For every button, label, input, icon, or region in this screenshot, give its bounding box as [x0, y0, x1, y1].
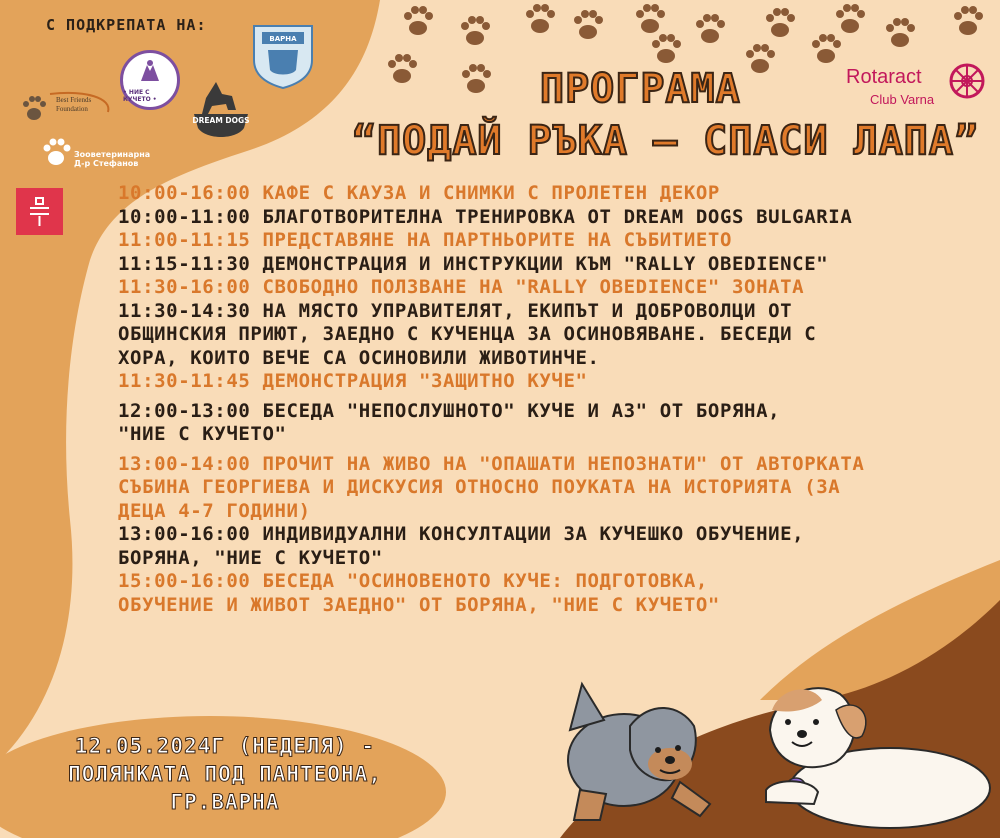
candle-icon: [16, 188, 63, 235]
dog-hand-icon: [135, 57, 165, 87]
varna-coat-of-arms-logo: [248, 20, 318, 90]
schedule-item-line: 15:00-16:00 БЕСЕДА "ОСИНОВЕНОТО КУЧЕ: ПОДГОТОВКА,: [118, 570, 708, 592]
program-title: ПРОГРАМА: [540, 66, 741, 112]
schedule-item-line: "НИЕ С КУЧЕТО": [118, 423, 287, 445]
dream-dogs-logo-text: DREAM DOGS: [192, 116, 250, 125]
schedule-item: [118, 400, 978, 447]
best-friends-foundation-text: Best Friends Foundation: [56, 96, 92, 113]
schedule-item: [118, 229, 978, 253]
schedule-item: [118, 453, 978, 524]
event-city: ГР.ВАРНА: [170, 790, 280, 814]
event-date: 12.05.2024Г (НЕДЕЛЯ) -: [74, 734, 376, 758]
schedule-item-line: 10:00-11:00 БЛАГОТВОРИТЕЛНА ТРЕНИРОВКА ОТ DREAM DOGS BULGARIA: [118, 205, 853, 228]
event-place: ПОЛЯНКАТА ПОД ПАНТЕОНА,: [68, 762, 382, 786]
rotaract-club: Club Varna: [870, 92, 935, 107]
paw-print-icon: [760, 4, 800, 44]
paw-print-icon: [806, 30, 846, 70]
grey-terrier-illustration: [568, 684, 710, 820]
nie-s-kucheto-logo-text: • НИЕ С КУЧЕТО •: [123, 89, 157, 103]
schedule-item-line: ДЕЦА 4-7 ГОДИНИ): [118, 499, 311, 522]
paw-print-icon: [456, 60, 496, 100]
dream-dogs-logo: [186, 74, 256, 146]
red-brand-logo: [16, 188, 63, 235]
event-title: “ПОДАЙ РЪКА – СПАСИ ЛАПА”: [352, 118, 980, 164]
schedule-item: [118, 206, 978, 230]
schedule-item: [118, 570, 978, 617]
schedule-item-line: 11:15-11:30 ДЕМОНСТРАЦИЯ И ИНСТРУКЦИИ КЪМ "RALLY OBEDIENCE": [118, 252, 829, 275]
schedule-item: [118, 182, 978, 206]
best-friends-foundation-logo: [16, 88, 116, 128]
paw-print-icon: [568, 6, 608, 46]
schedule-item-line: 11:30-11:45 ДЕМОНСТРАЦИЯ "ЗАЩИТНО КУЧЕ": [118, 370, 588, 392]
schedule-item: [118, 370, 978, 394]
rotaract-name: Rotaract: [846, 66, 922, 88]
sponsors-label: С ПОДКРЕПАТА НА:: [46, 16, 207, 34]
schedule-item-line: ХОРА, КОИТО ВЕЧЕ СА ОСИНОВИЛИ ЖИВОТИНЧЕ.: [118, 346, 600, 369]
paw-print-icon: [382, 50, 422, 90]
paw-print-icon: [690, 10, 730, 50]
paw-print-icon: [880, 14, 920, 54]
schedule-item-line: ОБЩИНСКИЯ ПРИЮТ, ЗАЕДНО С КУЧЕНЦА ЗА ОСИНОВЯВАНЕ. БЕСЕДИ С: [118, 323, 817, 345]
schedule-item: [118, 253, 978, 277]
paw-print-icon: [398, 2, 438, 42]
schedule-item: [118, 300, 978, 371]
date-place-block: [30, 732, 420, 816]
schedule-item-line: 11:30-16:00 СВОБОДНО ПОЛЗВАНЕ НА "RALLY OBEDIENCE" ЗОНАТА: [118, 276, 805, 298]
schedule-item: [118, 276, 978, 300]
paw-print-icon: [520, 0, 560, 40]
vet-clinic-logo: [40, 136, 150, 172]
rotaract-logo: [846, 62, 990, 112]
schedule-item-line: 12:00-13:00 БЕСЕДА "НЕПОСЛУШНОТО" КУЧЕ И АЗ" ОТ БОРЯНА,: [118, 399, 781, 422]
schedule-list: [118, 182, 978, 617]
dogs-illustration: [560, 670, 1000, 838]
schedule-item-line: 10:00-16:00 КАФЕ С КАУЗА И СНИМКИ С ПРОЛЕТЕН ДЕКОР: [118, 182, 720, 204]
paw-print-icon: [646, 30, 686, 70]
rotary-wheel-icon: [948, 62, 986, 100]
schedule-item-line: ОБУЧЕНИЕ И ЖИВОТ ЗАЕДНО" ОТ БОРЯНА, "НИЕ С КУЧЕТО": [118, 593, 720, 616]
schedule-item-line: 11:00-11:15 ПРЕДСТАВЯНЕ НА ПАРТНЬОРИТЕ НА СЪБИТИЕТО: [118, 229, 732, 251]
schedule-item-line: 11:30-14:30 НА МЯСТО УПРАВИТЕЛЯТ, ЕКИПЪТ И ДОБРОВОЛЦИ ОТ: [118, 299, 793, 322]
white-dog-illustration: [766, 688, 990, 828]
varna-logo-text: ВАРНА: [269, 35, 297, 43]
paw-print-icon: [455, 12, 495, 52]
paw-print-icon: [948, 2, 988, 42]
schedule-item-line: 13:00-14:00 ПРОЧИТ НА ЖИВО НА "ОПАШАТИ НЕПОЗНАТИ" ОТ АВТОРКАТА: [118, 452, 865, 475]
schedule-item-line: СЪБИНА ГЕОРГИЕВА И ДИСКУСИЯ ОТНОСНО ПОУКАТА НА ИСТОРИЯТА (ЗА: [118, 476, 841, 498]
nie-s-kucheto-logo: [120, 50, 180, 110]
vet-clinic-text: Зооветеринарна Д-р Стефанов: [74, 150, 151, 168]
schedule-item: [118, 523, 978, 570]
schedule-item-line: 13:00-16:00 ИНДИВИДУАЛНИ КОНСУЛТАЦИИ ЗА КУЧЕШКО ОБУЧЕНИЕ,: [118, 523, 805, 545]
schedule-item-line: БОРЯНА, "НИЕ С КУЧЕТО": [118, 546, 383, 569]
paw-print-icon: [740, 40, 780, 80]
